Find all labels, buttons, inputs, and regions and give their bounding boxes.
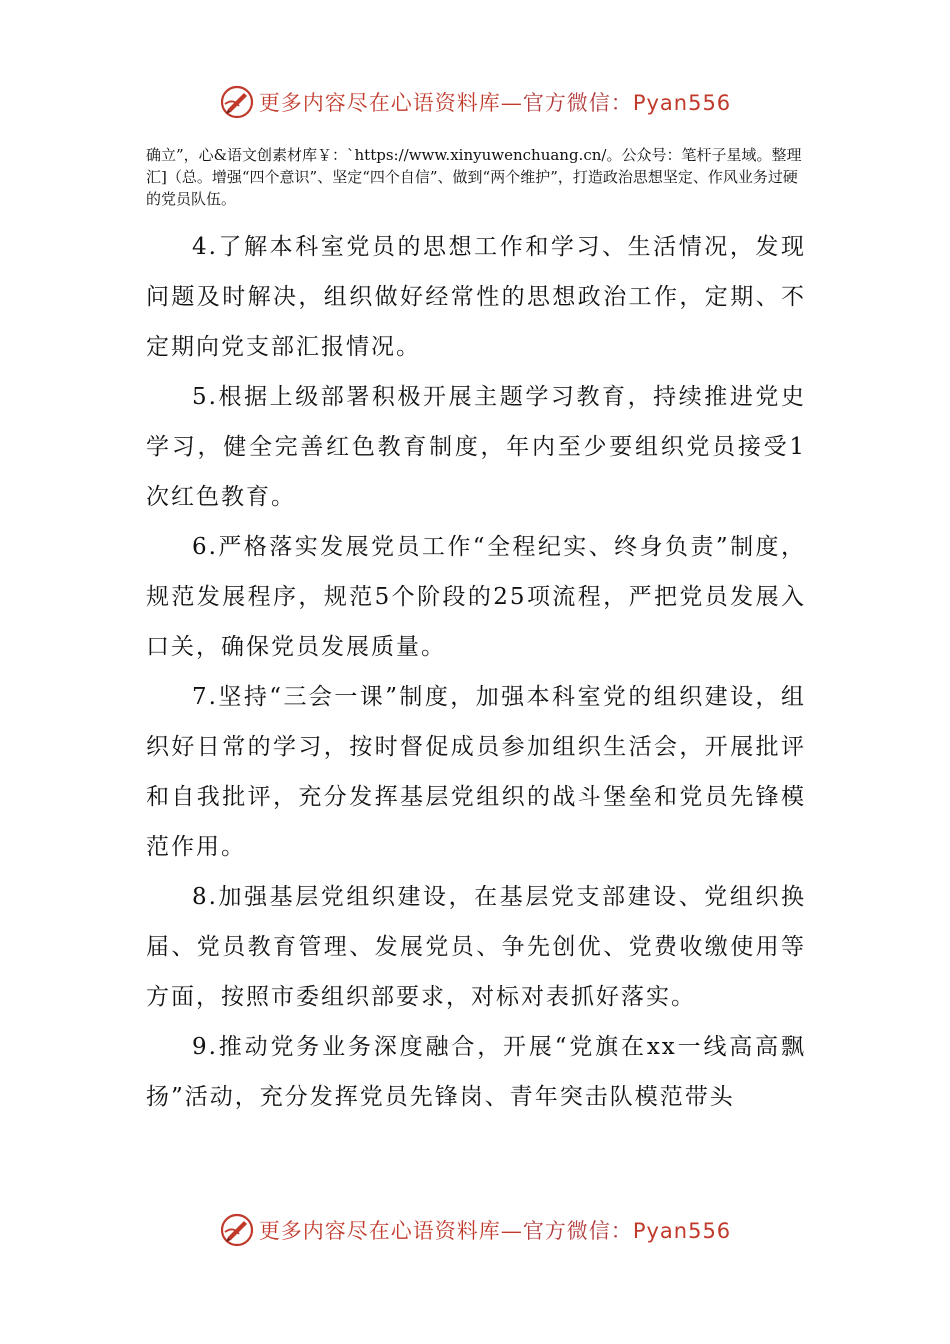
banner-title: 更多内容尽在心语资料库 xyxy=(258,91,501,115)
paragraph-8: 8.加强基层党组织建设，在基层党支部建设、党组织换届、党员教育管理、发展党员、争先创优、党费收缴使用等方面，按照市委组织部要求，对标对表抓好落实。 xyxy=(146,884,806,1010)
banner-dash: — xyxy=(500,1219,523,1243)
header-banner-text xyxy=(259,87,731,117)
banner-title: 更多内容尽在心语资料库 xyxy=(258,1219,501,1243)
banner-dash: — xyxy=(500,91,523,115)
header-banner xyxy=(0,78,950,126)
footer-banner xyxy=(0,1206,950,1254)
paragraph-6: 6.严格落实发展党员工作“全程纪实、终身负责”制度，规范发展程序，规范5个阶段的25项流程，严把党员发展入口关，确保党员发展质量。 xyxy=(146,534,806,660)
banner-wechat-id: Pyan556 xyxy=(632,1219,732,1243)
paragraph-7: 7.坚持“三会一课”制度，加强本科室党的组织建设，组织好日常的学习，按时督促成员参加组织生活会，开展批评和自我批评，充分发挥基层党组织的战斗堡垒和党员先锋模范作用。 xyxy=(146,684,806,860)
footer-banner-text xyxy=(259,1215,731,1245)
intro-paragraph: 确立”，心&语文创素材库￥：`https://www.xinyuwenchuang.cn/。公众号：笔杆子星域。整理汇]（总。增强“四个意识”、坚定“四个自信”、做到“两个维护”，打造政治思想坚定、作风业务过硬的党员队伍。 xyxy=(146,146,802,208)
pen-logo-icon xyxy=(219,1212,255,1248)
paragraph-4: 4.了解本科室党员的思想工作和学习、生活情况，发现问题及时解决，组织做好经常性的思想政治工作，定期、不定期向党支部汇报情况。 xyxy=(146,234,806,360)
banner-wechat-label: 官方微信： xyxy=(522,91,633,115)
body-text xyxy=(146,222,806,1122)
pen-logo-icon xyxy=(219,84,255,120)
paragraph-9: 9.推动党务业务深度融合，开展“党旗在xx一线高高飘扬”活动，充分发挥党员先锋岗、青年突击队模范带头 xyxy=(146,1034,806,1110)
banner-wechat-id: Pyan556 xyxy=(632,91,732,115)
paragraph-5: 5.根据上级部署积极开展主题学习教育，持续推进党史学习，健全完善红色教育制度，年内至少要组织党员接受1次红色教育。 xyxy=(146,384,806,510)
banner-wechat-label: 官方微信： xyxy=(522,1219,633,1243)
